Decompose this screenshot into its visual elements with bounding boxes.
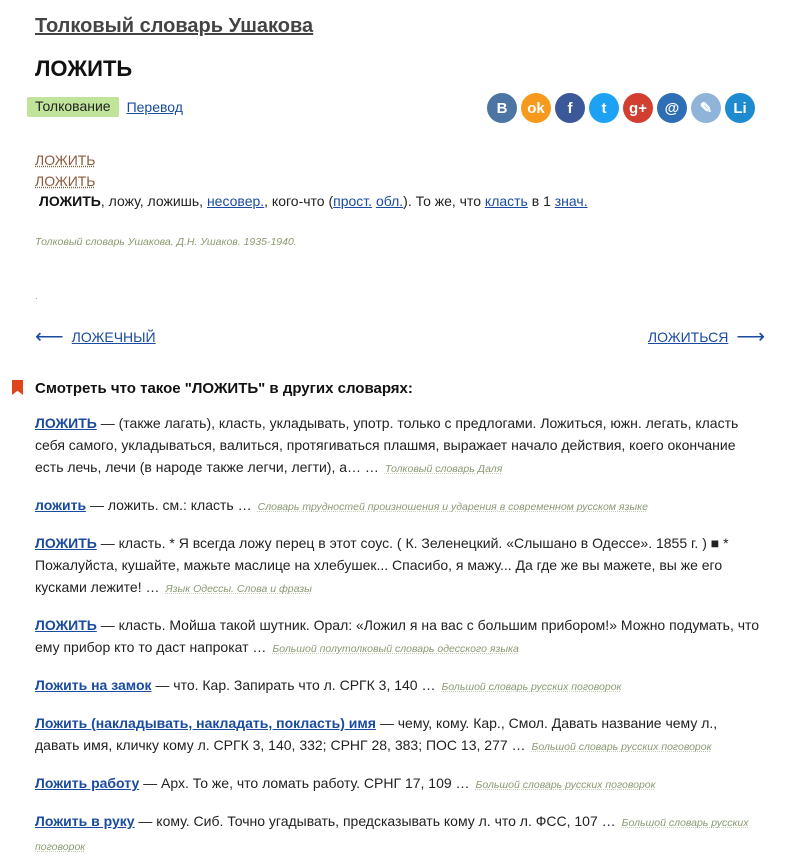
social-share-bar [487,93,759,123]
entry-spacer [35,518,763,532]
definition-in: в 1 [527,193,555,209]
arrow-left-icon: ⟵ [35,326,64,348]
prev-word-nav[interactable] [35,328,156,346]
facebook-icon[interactable]: f [555,93,585,123]
entry-term-link[interactable]: ЛОЖИТЬ [35,535,97,551]
vk-icon[interactable]: B [487,93,517,123]
entry-text: — (также лагать), класть, укладывать, употр. только с предлогами. Ложиться, южн. легать, класть себя самого, укладываться, валиться, протягиваться плашмя, выражает начало действия, коего окончание есть лечь, лечи (в народе также легчи, легти), а… … [35,415,739,475]
entry-term-link[interactable]: Ложить (накладывать, накладать, покласть) имя [35,715,376,731]
prev-word-link[interactable]: ЛОЖЕЧНЫЙ [71,329,156,345]
word-link-klast[interactable]: класть [484,193,528,209]
livejournal-icon[interactable]: ✎ [691,93,721,123]
entry-term-link[interactable]: ложить [35,497,87,513]
entry-source-link[interactable]: Язык Одессы. Слова и фразы [165,583,312,595]
abbr-link-aspect[interactable]: несовер. [206,193,265,209]
list-item [35,494,763,518]
google-plus-icon[interactable]: g+ [623,93,653,123]
entry-term-link[interactable]: Ложить на замок [35,677,152,693]
entry-term-link[interactable]: Ложить работу [35,775,140,791]
entry-source-link[interactable]: Большой словарь русских поговорок [475,779,656,791]
entry-source-link[interactable]: Большой полутолковый словарь одесского языка [272,643,519,655]
list-item [35,614,763,660]
entry-text: — чему, кому. Кар., Смол. Давать название чему л., давать имя, кличку кому л. СРГК 3, 140, 332; СРНГ 28, 383; ПОС 13, 277 … [35,715,718,753]
liveinternet-icon[interactable]: Li [725,93,755,123]
dictionary-title-link[interactable]: Толковый словарь Ушакова [35,15,314,37]
entry-text: — Арх. То же, что ломать работу. СРНГ 17, 109 … [139,775,470,791]
entry-spacer [35,796,763,810]
odnoklassniki-icon[interactable]: ok [521,93,551,123]
entry-source-link[interactable]: Большой словарь русских поговорок [35,817,749,853]
twitter-icon[interactable]: t [589,93,619,123]
entry-term-link[interactable]: ЛОЖИТЬ [35,617,97,633]
entry-spacer [35,758,763,772]
entry-source-link[interactable]: Словарь трудностей произношения и ударения в современном русском языке [257,501,648,513]
entry-text: — класть. Мойша такой шутник. Орал: «Ложил я на вас с большим прибором!» Можно подумать, что ему прибор кто то даст напрокат … [35,617,760,655]
tab-translation[interactable]: Перевод [126,99,183,115]
mail-icon[interactable]: @ [657,93,687,123]
list-item [35,532,763,600]
tabs [27,97,183,117]
entry-term-link[interactable]: Ложить в руку [35,813,135,829]
entry-term-link[interactable]: ЛОЖИТЬ [35,415,97,431]
abbr-link-obl[interactable]: обл. [375,193,404,209]
next-word-nav[interactable] [648,328,765,346]
definition-object: , кого-что ( [264,193,334,209]
bookmark-icon [12,380,23,395]
entry-text: — ложить. см.: класть … [86,497,252,513]
abbr-link-prost[interactable]: прост. [333,193,373,209]
entry-source-link[interactable]: Большой словарь русских поговорок [441,681,622,693]
entry-text: — кому. Сиб. Точно угадывать, предсказывать кому л. что л. ФСС, 107 … [134,813,616,829]
entry-spacer [35,600,763,614]
entry-spacer [35,480,763,494]
entry-source-link[interactable]: Большой словарь русских поговорок [531,741,712,753]
headword-variants [35,150,96,192]
next-word-link[interactable]: ЛОЖИТЬСЯ [647,329,729,345]
list-item [35,712,763,758]
entry-text: — что. Кар. Запирать что л. СРГК 3, 140 … [151,677,436,693]
definition [39,191,759,211]
tab-interpretation[interactable]: Толкование [27,97,119,117]
definition-close: ). То же, что [403,193,485,209]
entry-spacer [35,698,763,712]
entry-spacer [35,660,763,674]
other-dictionaries-list [35,412,763,858]
definition-forms: , ложу, ложишь, [100,193,207,209]
source-note: Толковый словарь Ушакова. Д.Н. Ушаков. 1935-1940. [35,236,297,248]
abbr-link-znach[interactable]: знач. [554,193,588,209]
other-dictionaries-heading: Смотреть что такое "ЛОЖИТЬ" в других словарях: [35,380,413,397]
list-item [35,412,763,480]
headword-variant[interactable]: ЛОЖИТЬ [35,152,96,168]
list-item [35,772,763,796]
list-item [35,674,763,698]
page-title: ЛОЖИТЬ [35,56,133,81]
divider-dot: . [35,291,38,302]
headword-variant[interactable]: ЛОЖИТЬ [35,173,96,189]
entry-text: — класть. * Я всегда ложу перец в этот соус. ( К. Зеленецкий. «Слышано в Одессе». 1855 г. ) ■ * Пожалуйста, кушайте, мажьте маслице на хлебушек... Спасибо, я мажу... Да где же вы мажете, вы же его кусками лежите! … [35,535,729,595]
arrow-right-icon: ⟶ [736,326,765,348]
entry-source-link[interactable]: Толковый словарь Даля [384,463,503,475]
definition-headword: ЛОЖИТЬ [39,193,101,209]
